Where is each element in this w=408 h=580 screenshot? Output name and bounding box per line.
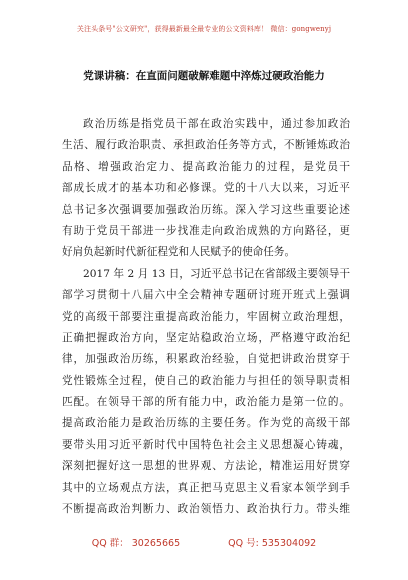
- document-title: 党课讲稿：在直面问题破解难题中淬炼过硬政治能力: [83, 70, 325, 82]
- body-line: 生活、履行政治职责、承担政治任务等方式，不断锤炼政治: [62, 139, 350, 152]
- top-promo-banner: 关注头条号"公文研究"，获得最新最全最专业的公文资料库！ 微信：gongwenyj: [76, 25, 332, 33]
- footer-qq-number: QQ 号: 535304092: [228, 538, 317, 549]
- body-line: 2017 年 2 月 13 日，习近平总书记在省部级主要领导干: [83, 267, 350, 280]
- body-line: 政治历练是指党员干部在政治实践中，通过参加政治: [83, 118, 350, 130]
- body-line: 律，加强政治历练，积累政治经验，自觉把讲政治贯穿于: [62, 353, 350, 366]
- footer-qq-group: QQ 群： 30265665: [91, 538, 181, 549]
- body-line: 提高政治能力是政治历练的主要任务。作为党的高级干部: [62, 417, 350, 430]
- body-line: 好肩负起新时代新征程党和人民赋予的使命任务。: [62, 246, 296, 259]
- footer-contact: [0, 535, 408, 549]
- body-line: 正确把握政治方向，坚定站稳政治立场，严格遵守政治纪: [62, 331, 350, 344]
- body-line: 匹配。在领导干部的所有能力中，政治能力是第一位的。: [62, 396, 350, 409]
- document-body: [62, 114, 350, 520]
- body-line: 部学习贯彻十八届六中全会精神专题研讨班开班式上强调: [62, 289, 350, 302]
- body-line: 部成长成才的基本功和必修课。党的十八大以来，习近平: [62, 182, 350, 195]
- body-line: 品格、增强政治定力、提高政治能力的过程，是党员干: [62, 160, 350, 173]
- body-line: 深刻把握好这一思想的世界观、方法论，精准运用好贯穿: [62, 460, 350, 473]
- body-line: 要带头用习近平新时代中国特色社会主义思想凝心铸魂，: [62, 438, 350, 451]
- body-line: 党的高级干部要注重提高政治能力，牢固树立政治理想，: [62, 310, 350, 323]
- body-line: 其中的立场观点方法，真正把马克思主义看家本领学到手: [62, 481, 350, 494]
- body-line: 不断提高政治判断力、政治领悟力、政治执行力。带头维: [62, 503, 350, 516]
- body-line: 总书记多次强调要加强政治历练。深入学习这些重要论述: [62, 203, 350, 216]
- body-line: 党性锻炼全过程，使自己的政治能力与担任的领导职责相: [62, 374, 350, 387]
- body-line: 有助于党员干部进一步找准走向政治成熟的方向路径，更: [62, 224, 350, 237]
